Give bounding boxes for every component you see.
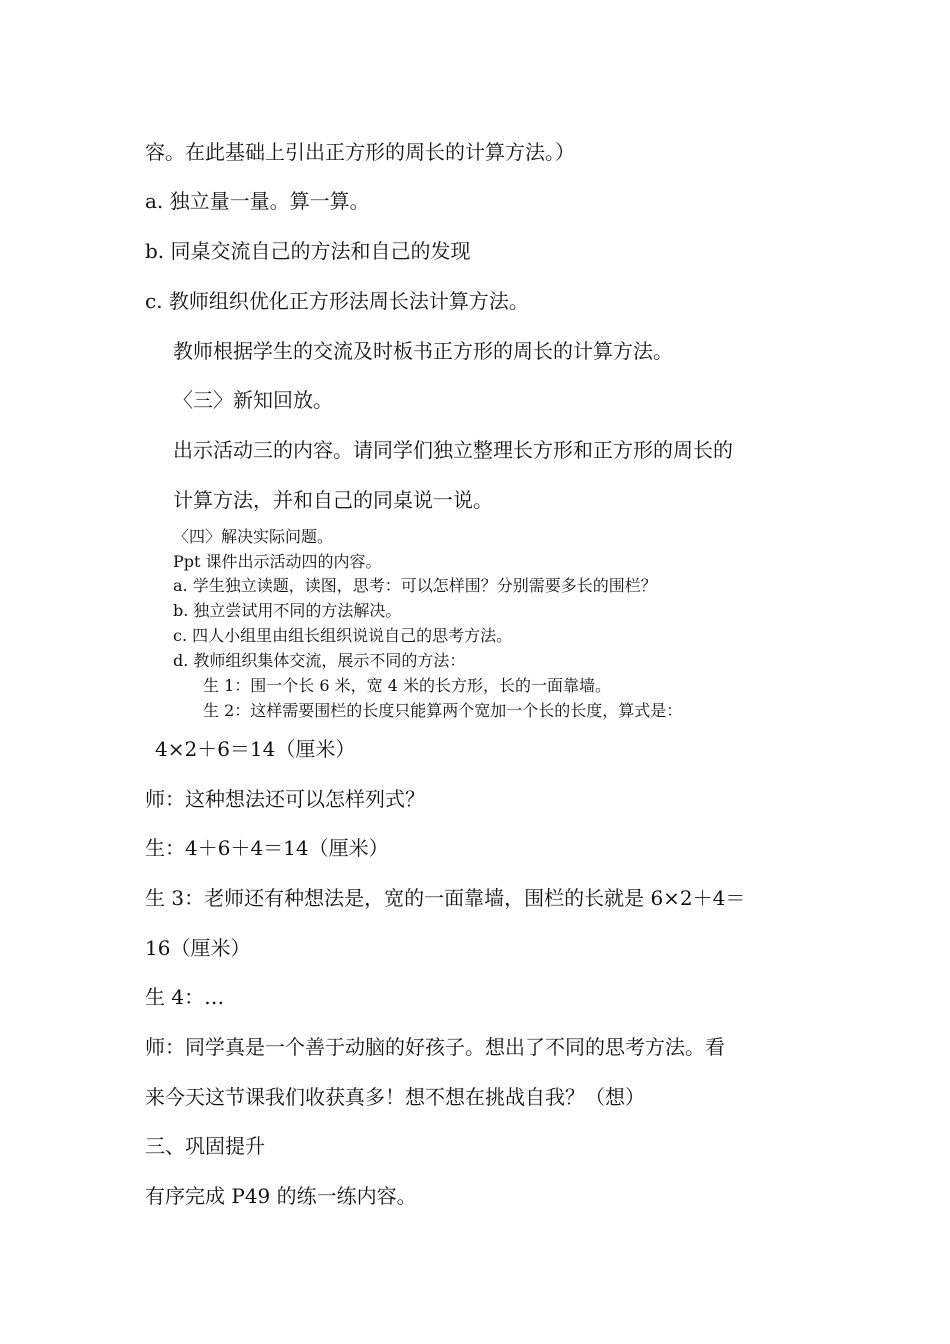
text-line: 16（厘米）	[145, 936, 251, 960]
text-line: 有序完成 P49 的练一练内容。	[145, 1184, 417, 1208]
text-line: 出示活动三的内容。请同学们独立整理长方形和正方形的周长的	[173, 438, 733, 462]
text-line: 〈三〉新知回放。	[173, 388, 333, 412]
text-line: 生 4：…	[145, 985, 225, 1009]
text-line: 师：同学真是一个善于动脑的好孩子。想出了不同的思考方法。看	[145, 1035, 725, 1059]
text-line: 师：这种想法还可以怎样列式？	[145, 787, 425, 811]
text-line: c. 四人小组里由组长组织说说自己的思考方法。	[173, 626, 513, 645]
text-line: b. 独立尝试用不同的方法解决。	[173, 601, 402, 620]
text-line: 容。在此基础上引出正方形的周长的计算方法。）	[145, 140, 575, 164]
text-line: a. 学生独立读题，读图，思考：可以怎样围？分别需要多长的围栏？	[173, 576, 657, 595]
text-line: d. 教师组织集体交流，展示不同的方法：	[173, 651, 466, 670]
text-line: 生 1：围一个长 6 米，宽 4 米的长方形，长的一面靠墙。	[203, 676, 611, 695]
section-heading: 三、巩固提升	[145, 1134, 265, 1158]
text-line: 生 2：这样需要围栏的长度只能算两个宽加一个长的长度，算式是：	[203, 701, 683, 720]
text-line: c. 教师组织优化正方形法周长法计算方法。	[145, 289, 529, 313]
text-line: 计算方法，并和自己的同桌说一说。	[173, 488, 493, 512]
text-line: 教师根据学生的交流及时板书正方形的周长的计算方法。	[173, 339, 673, 363]
text-line: 生：4＋6＋4＝14（厘米）	[145, 836, 389, 860]
text-line: 4×2＋6＝14（厘米）	[155, 737, 356, 761]
text-line: 来今天这节课我们收获真多！想不想在挑战自我？（想）	[145, 1085, 645, 1109]
text-line: Ppt 课件出示活动四的内容。	[173, 552, 382, 571]
text-line: a. 独立量一量。算一算。	[145, 189, 370, 213]
text-line: 生 3：老师还有种想法是，宽的一面靠墙，围栏的长就是 6×2＋4＝	[145, 886, 746, 910]
text-line: 〈四〉解决实际问题。	[173, 527, 334, 546]
text-line: b. 同桌交流自己的方法和自己的发现	[145, 239, 471, 263]
